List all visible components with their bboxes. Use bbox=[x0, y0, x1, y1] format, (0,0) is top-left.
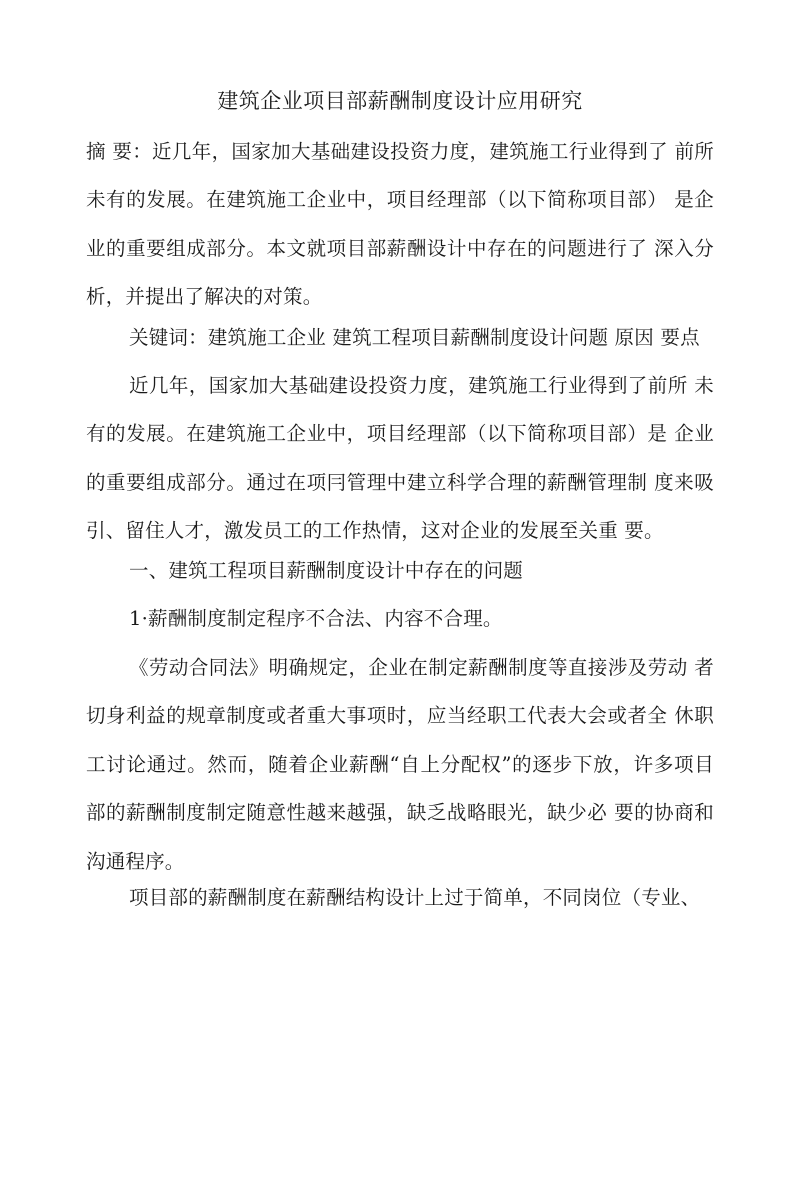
abstract-paragraph: 摘 要：近几年，国家加大基础建设投资力度，建筑施工行业得到了 前所未有的发展。在建筑施工企业中，项目经理部（以下简称项目部） 是企业的重要组成部分。本文就项目部薪酬设计中存在的问题进行了 深入分析，并提出了解决的对策。 bbox=[86, 140, 714, 309]
body-paragraph-structure: 项目部的薪酬制度在薪酬结构设计上过于简单，不同岗位（专业、 bbox=[129, 886, 701, 909]
intro-paragraph: 近几年，国家加大基础建设投资力度，建筑施工行业得到了前所 未有的发展。在建筑施工企业中，项目经理部（以下简称项目部）是 企业的重要组成部分。通过在项冃管理中建立科学合理的薪酬管理制 度来吸引、留住人才，激发员工的工作热情，这对企业的发展至关重 要。 bbox=[86, 374, 714, 543]
keywords-paragraph: 关键词：建筑施工企业 建筑工程项目薪酬制度设计问题 原因 要点 bbox=[129, 326, 700, 349]
list-item-heading: 1·薪酬制度制定程序不合法、内容不合理。 bbox=[129, 607, 503, 630]
section-heading: 一、建筑工程项目薪酬制度设计中存在的问题 bbox=[129, 559, 524, 582]
document-title: 建筑企业项目部薪酬制度设计应用研究 bbox=[217, 89, 583, 113]
body-paragraph-law: 《劳动合同法》明确规定，企业在制定薪酬制度等直接涉及劳动 者切身利益的规章制度或者重大事项时，应当经职工代表大会或者全 休职工讨论通过。然而，随着企业薪酬“自上分配权”的逐步下放，许多项目部的薪酬制度制定随意性越来越强，缺乏战略眼光，缺少必 要的协商和沟通程序。 bbox=[86, 656, 714, 873]
